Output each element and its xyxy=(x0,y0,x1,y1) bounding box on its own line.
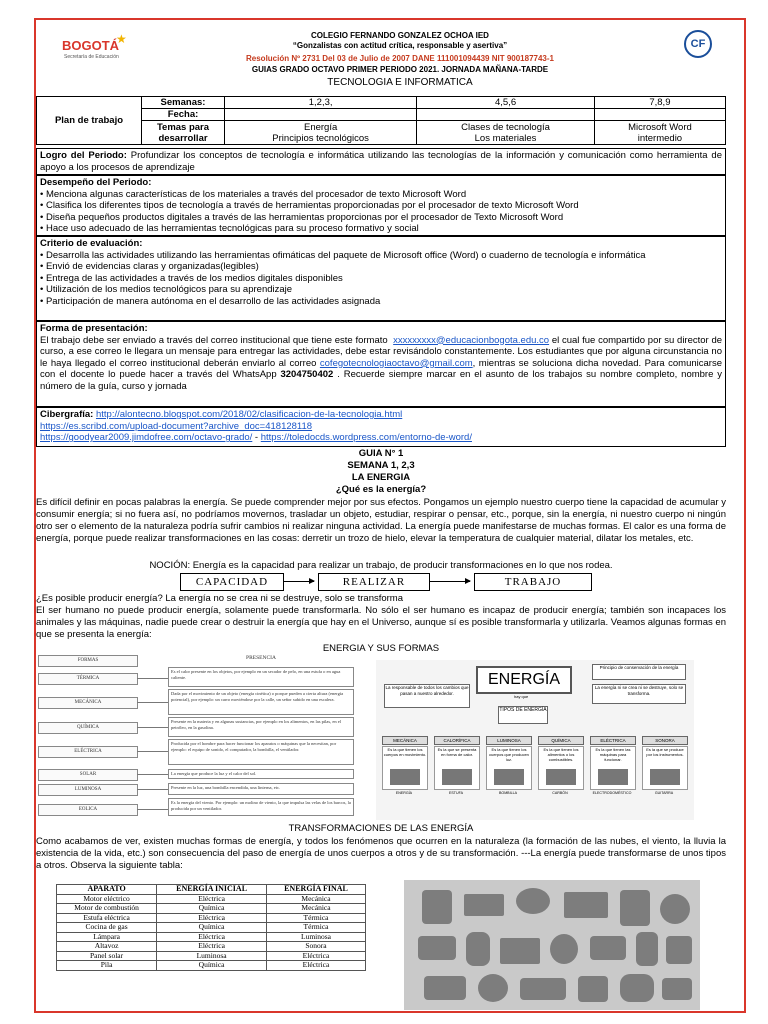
cell: Eléctrica xyxy=(157,894,267,904)
appliances-table xyxy=(56,884,366,971)
arrow-right-icon xyxy=(284,581,314,582)
forma-text xyxy=(40,335,722,393)
blender-icon xyxy=(636,932,658,966)
desc-quimica-diag: Es la que tienen los alimentos o los combustibles. xyxy=(543,747,579,762)
cell: Eléctrica xyxy=(267,961,366,971)
fan-icon xyxy=(516,888,550,914)
desc-card xyxy=(486,746,532,790)
connector-line xyxy=(137,727,168,728)
guide-question: ¿Qué es la energía? xyxy=(335,484,427,495)
desc-card xyxy=(538,746,584,790)
cell: Altavoz xyxy=(57,942,157,952)
connector-line xyxy=(137,678,168,679)
cell: Motor de combustión xyxy=(57,904,157,914)
work-plan-table xyxy=(36,96,726,145)
desc-card xyxy=(642,746,688,790)
logro-box xyxy=(36,148,726,175)
form-termica: TÉRMICA xyxy=(38,673,138,685)
desc-electrica-diag: Es la que tienen las máquinas para funcionar. xyxy=(595,747,631,762)
camera-icon xyxy=(578,976,608,1002)
cell: Eléctrica xyxy=(157,932,267,942)
desempeno-item: • Menciona algunas características de los materiales a través del procesador de texto Microsoft Word xyxy=(40,188,467,200)
criterio-item: • Entrega de las actividades a través de los medios digitales disponibles xyxy=(40,272,343,284)
presence-head: PRESENCIA xyxy=(168,655,354,663)
subject-title: TECNOLOGIA E INFORMATICA xyxy=(327,77,473,88)
energy-transform-paragraph: El ser humano no puede producir energía, solamente puede transformarla. No sólo el ser humano es incapaz de producir energía; también son incapaces los animales y las máquinas, nadie puede crear o destruir la energía que hay en el Universo, aunque sí es posible transformarla y utilizarla. Veamos algunas formas en que se presenta la energía: xyxy=(36,605,726,640)
photo-image xyxy=(650,769,680,785)
flow-capacidad: CAPACIDAD xyxy=(180,573,284,591)
table-row xyxy=(57,942,366,952)
logro-label: Logro del Periodo: xyxy=(40,150,127,161)
desc-mecanica-diag: Es la que tienen los cuerpos en movimiento. xyxy=(383,747,427,757)
table-row xyxy=(57,904,366,914)
weeks-col-3: 7,8,9 xyxy=(594,97,725,109)
resolution-line: Resolución Nº 2731 Del 03 de Julio de 2007 DANE 111001094439 NIT 900187743-1 xyxy=(246,54,554,63)
form-luminosa: LUMINOSA xyxy=(38,784,138,796)
logro-text: Profundizar los conceptos de tecnología e informática utilizando las tecnologías de la información y comunicación como herramienta de apoyo a los procesos de aprendizaje xyxy=(40,150,722,173)
console-icon xyxy=(424,976,466,1000)
cell: Eléctrica xyxy=(157,942,267,952)
type-sonora: SONORA xyxy=(642,736,688,745)
criterio-box xyxy=(36,236,726,321)
desc-calorifica-diag: Es la que se presenta en forma de calor. xyxy=(437,747,477,757)
forma-text-3: , mientras se soluciona dicha novedad. Para comunicarse con el docente lo puede hacer a través del WhatsApp xyxy=(40,357,722,381)
energy-types-diagram xyxy=(376,660,694,820)
vacuum-icon xyxy=(620,974,654,1002)
table-row xyxy=(57,923,366,933)
connector-line xyxy=(137,809,168,810)
link-scribd[interactable]: https://es.scribd.com/upload-document?archive_doc=418128118 xyxy=(40,420,313,432)
energy-forms-table xyxy=(38,655,358,815)
criterio-label: Criterio de evaluación: xyxy=(40,238,143,249)
cell: Luminosa xyxy=(157,951,267,961)
example-label: GUITARRA xyxy=(654,791,674,795)
topic-3-b: intermedio xyxy=(637,132,683,144)
link-separator: - xyxy=(252,432,261,444)
types-hub: TIPOS DE ENERGÍA xyxy=(498,706,548,724)
date-cell-3 xyxy=(594,109,725,121)
forma-text-2: el cual fue compartido por su director de curso, a ese correo le llegara un mensaje para entregar las actividades, debe estar revisándolo constantemente. Los estudiantes que por alguna circunstancia no le haya llegado el correo institucional deberán enviarlo al correo xyxy=(40,334,723,369)
stove-icon xyxy=(520,978,566,1000)
appliances-collage-image xyxy=(404,880,700,1010)
guide-title: GUIA N° 1 xyxy=(358,448,404,459)
link-toledocds[interactable]: https://toledocds.wordpress.com/entorno-de-word/ xyxy=(260,432,472,444)
guide-weeks: SEMANA 1, 2,3 xyxy=(347,460,415,471)
lamp-icon xyxy=(478,974,508,1002)
topic-1 xyxy=(225,121,417,145)
cell: Térmica xyxy=(267,923,366,933)
col-final: ENERGÍA FINAL xyxy=(267,885,366,895)
connector-line xyxy=(137,774,168,775)
cell: Eléctrica xyxy=(157,913,267,923)
bogota-logo-text: BOGOTÁ xyxy=(62,38,120,53)
speaker-icon xyxy=(550,934,578,964)
type-mecanica: MECÁNICA xyxy=(382,736,428,745)
teacher-email-link[interactable]: cofegotecnologiaoctavo@gmail.com xyxy=(319,357,473,369)
energy-intro-paragraph: Es difícil definir en pocas palabras la energía. Se puede comprender mejor por sus efectos. Pongamos un ejemplo nuestro cuerpo tiene la capacidad de acumular y consumir energía; si no fuera así, no podríamos movernos, trasladar un objeto, estudiar, respirar o pensar, etc., porque, sin la energía, ni nuestro cuerpo ni ningún otro ser o elemento de la naturaleza podría sufrir cambios ni realizar ninguna actividad. La energía puede manifestarse de muchas formas. El calor es una forma de energía, porque puede realizar transformaciones en las cosas: derretir un trozo de hielo, elevar la temperatura de cualquier material, dilatar los metales, etc. xyxy=(36,497,726,544)
photo-image xyxy=(494,769,524,785)
cell: Química xyxy=(157,961,267,971)
cibergrafia-label: Cibergrafía: xyxy=(40,409,94,420)
topic-3 xyxy=(594,121,725,145)
example-label: BOMBILLA xyxy=(499,791,517,795)
flow-realizar: REALIZAR xyxy=(318,573,430,591)
col-aparato: APARATO xyxy=(57,885,157,895)
desc-electrica: Producida por el hombre para hacer funcionar los aparatos o máquinas que la necesitan, por ejemplo: el equipo de sonido, el computador, la bombilla, el ventilador. xyxy=(168,739,354,765)
whatsapp-number: 3204750402 xyxy=(280,369,334,381)
forma-text-1: El trabajo debe ser enviado a través del correo institucional que tiene este formato xyxy=(40,334,388,346)
cell: Luminosa xyxy=(267,932,366,942)
desc-solar: La energía que produce la luz y el calor del sol. xyxy=(168,769,354,779)
cell: Panel solar xyxy=(57,951,157,961)
desc-card xyxy=(434,746,480,790)
cell: Cocina de gas xyxy=(57,923,157,933)
form-electrica: ELÉCTRICA xyxy=(38,746,138,758)
washer-icon xyxy=(620,890,650,926)
photo-image xyxy=(598,769,628,785)
energy-left-note: La responsable de todos los cambios que pasan a nuestro alrededor. xyxy=(384,684,470,708)
connector-line xyxy=(137,751,168,752)
desc-mecanica: Dada por el movimiento de un objeto (energía cinética) o porque pueden a cierta altura (energía potencial), por ejemplo: un carro moviéndose por la calle, un señor subido en una escalera. xyxy=(168,689,354,715)
cell: Pila xyxy=(57,961,157,971)
guide-topic: LA ENERGIA xyxy=(351,472,411,483)
desempeno-item: • Clasifica los diferentes tipos de tecnología a través de herramientas proporcionadas por el procesador de texto Microsoft Word xyxy=(40,200,579,212)
link-goodyear[interactable]: https://goodyear2009.jimdofree.com/octavo-grado/ xyxy=(40,432,253,444)
date-cell-1 xyxy=(225,109,417,121)
form-mecanica: MECÁNICA xyxy=(38,697,138,709)
school-name: COLEGIO FERNANDO GONZALEZ OCHOA IED xyxy=(311,31,489,40)
nocion-line: NOCIÓN: Energía es la capacidad para realizar un trabajo, de producir transformaciones en lo que nos rodea. xyxy=(149,560,613,571)
type-electrica: ELÉCTRICA xyxy=(590,736,636,745)
cell: Mecánica xyxy=(267,894,366,904)
hay-que-label: hay que xyxy=(514,694,529,699)
col-inicial: ENERGÍA INICIAL xyxy=(157,885,267,895)
desc-termica: Es el calor presente en los objetos, por ejemplo en un secador de pelo, en una estufa o en agua caliente. xyxy=(168,667,354,687)
question-produce-energy: ¿Es posible producir energía? La energía no se crea ni se destruye, solo se transforma xyxy=(36,593,404,604)
desc-card xyxy=(382,746,428,790)
forma-text-4: . Recuerde siempre marcar en el asunto de los trabajos su nombre completo, nombre y número de la guía, curso y jornada xyxy=(40,369,722,392)
cell: Química xyxy=(157,904,267,914)
example-label: ESTUFA xyxy=(449,791,463,795)
topics-label: Temas para desarrollar xyxy=(142,121,225,145)
date-cell-2 xyxy=(417,109,595,121)
cibergrafia-box xyxy=(36,407,726,447)
forma-label: Forma de presentación: xyxy=(40,323,148,334)
transformations-paragraph: Como acabamos de ver, existen muchas formas de energía, y todos los fenómenos que ocurren en la naturaleza (la formación de las nubes, el viento, la lluvia la existencia de la vida, etc.) son consecuencia del paso de energía de unos cuerpos a otros y de su transformación. ---La energía puede transformarse de unos tipos a otros. Observa la siguiente tabla: xyxy=(36,836,726,871)
desc-card xyxy=(590,746,636,790)
refrigerator-icon xyxy=(422,890,452,924)
desempeno-label: Desempeño del Periodo: xyxy=(40,177,152,188)
cell: Lámpara xyxy=(57,932,157,942)
forms-head: FORMAS xyxy=(38,655,138,667)
printer-icon xyxy=(590,936,626,960)
forma-box xyxy=(36,321,726,407)
connector-line xyxy=(137,702,168,703)
desc-luminosa-diag: Es la que tienen los cuerpos que producen luz. xyxy=(489,747,529,762)
type-calorifica: CALORÍFICA xyxy=(434,736,480,745)
type-quimica: QUÍMICA xyxy=(538,736,584,745)
cell: Química xyxy=(157,923,267,933)
desc-luminosa: Presente en la luz, una bombilla encendida, una linterna, etc. xyxy=(168,783,354,795)
criterio-item: • Utilización de los medios tecnológicos para su aprendizaje xyxy=(40,284,293,296)
guides-line: GUIAS GRADO OCTAVO PRIMER PERIODO 2021. JORNADA MAÑANA-TARDE xyxy=(251,65,549,74)
topic-3-a: Microsoft Word xyxy=(628,121,692,133)
cell: Eléctrica xyxy=(267,951,366,961)
photo-image xyxy=(390,769,420,785)
kettle-icon xyxy=(466,932,490,966)
institutional-email-link[interactable]: xxxxxxxxx@educacionbogota.edu.co xyxy=(393,334,550,346)
star-icon: ★ xyxy=(116,32,127,46)
school-crest-icon: CF xyxy=(684,30,712,58)
criterio-item: • Envió de evidencias claras y organizadas(legibles) xyxy=(40,261,259,273)
photo-image xyxy=(442,769,472,785)
weeks-col-1: 1,2,3, xyxy=(225,97,417,109)
criterio-item: • Desarrolla las actividades utilizando las herramientas ofimáticas del paquete de Microsoft office (Word) o cuaderno de tecnología e informática xyxy=(40,249,646,261)
energy-title: ENERGÍA xyxy=(476,666,572,694)
table-row xyxy=(57,961,366,971)
topic-1-b: Principios tecnológicos xyxy=(272,132,369,144)
capacity-flow xyxy=(180,573,600,591)
phone-icon xyxy=(666,936,692,964)
form-eolica: EOLICA xyxy=(38,804,138,816)
energy-right-note-2: La energía ni se crea ni se destruye, solo se transforma. xyxy=(592,684,686,704)
example-label: ENERGÍA xyxy=(395,791,413,795)
bogota-logo xyxy=(58,30,138,70)
desempeno-item: • Diseña pequeños productos digitales a través de las herramientas proporcionas por el procesador de Texto Microsoft Word xyxy=(40,211,564,223)
laptop-icon xyxy=(500,938,540,964)
school-motto: “Gonzalistas con actitud crítica, responsable y asertiva” xyxy=(292,41,508,50)
oven-icon xyxy=(418,936,456,960)
cell: Mecánica xyxy=(267,904,366,914)
type-luminosa: LUMINOSA xyxy=(486,736,532,745)
topic-2-a: Clases de tecnología xyxy=(461,121,550,133)
topic-2 xyxy=(417,121,595,145)
forms-title: ENERGIA Y SUS FORMAS xyxy=(322,643,440,654)
plan-label: Plan de trabajo xyxy=(37,97,142,145)
form-solar: SOLAR xyxy=(38,769,138,781)
example-label: CARBÓN xyxy=(552,791,568,795)
desempeno-item: • Hace uso adecuado de las herramientas tecnológicas para su proceso formativo y social xyxy=(40,223,419,235)
microwave-icon xyxy=(464,894,504,916)
weeks-label: Semanas: xyxy=(142,97,225,109)
date-label: Fecha: xyxy=(142,109,225,121)
desc-quimica: Presente en la materia y en algunas sustancias, por ejemplo en los alimentos, en las pilas, en el petróleo, en la gasolina. xyxy=(168,717,354,737)
cell: Estufa eléctrica xyxy=(57,913,157,923)
flow-trabajo: TRABAJO xyxy=(474,573,592,591)
arrow-right-icon xyxy=(430,581,470,582)
desc-sonora-diag: Es la que se produce por los instrumentos. xyxy=(646,747,684,757)
topic-2-b: Los materiales xyxy=(474,132,537,144)
tv-icon xyxy=(564,892,608,918)
cell: Sonora xyxy=(267,942,366,952)
link-alontecno[interactable]: http://alontecno.blogspot.com/2018/02/clasificacion-de-la-tecnologia.html xyxy=(95,409,403,420)
desc-eolica: Es la energía del viento. Por ejemplo: un molino de viento, la que impulsa las velas de los barcos, la producida por un ventilador. xyxy=(168,798,354,816)
example-label: ELECTRODOMÉSTICO xyxy=(592,791,632,795)
topic-1-a: Energía xyxy=(303,121,338,133)
desempeno-box xyxy=(36,175,726,236)
cell: Motor eléctrico xyxy=(57,894,157,904)
bogota-logo-subtitle: Secretaría de Educación xyxy=(64,54,119,60)
photo-image xyxy=(546,769,576,785)
connector-line xyxy=(137,789,168,790)
energy-right-note: Principio de conservación de la energía xyxy=(592,664,686,680)
cell: Térmica xyxy=(267,913,366,923)
clock-icon xyxy=(660,894,690,924)
radio-icon xyxy=(662,978,692,1000)
weeks-col-2: 4,5,6 xyxy=(417,97,595,109)
transformations-title: TRANSFORMACIONES DE LAS ENERGÍA xyxy=(288,823,474,834)
criterio-item: • Participación de manera autónoma en el desarrollo de las actividades asignada xyxy=(40,295,381,307)
form-quimica: QUÍMICA xyxy=(38,722,138,734)
